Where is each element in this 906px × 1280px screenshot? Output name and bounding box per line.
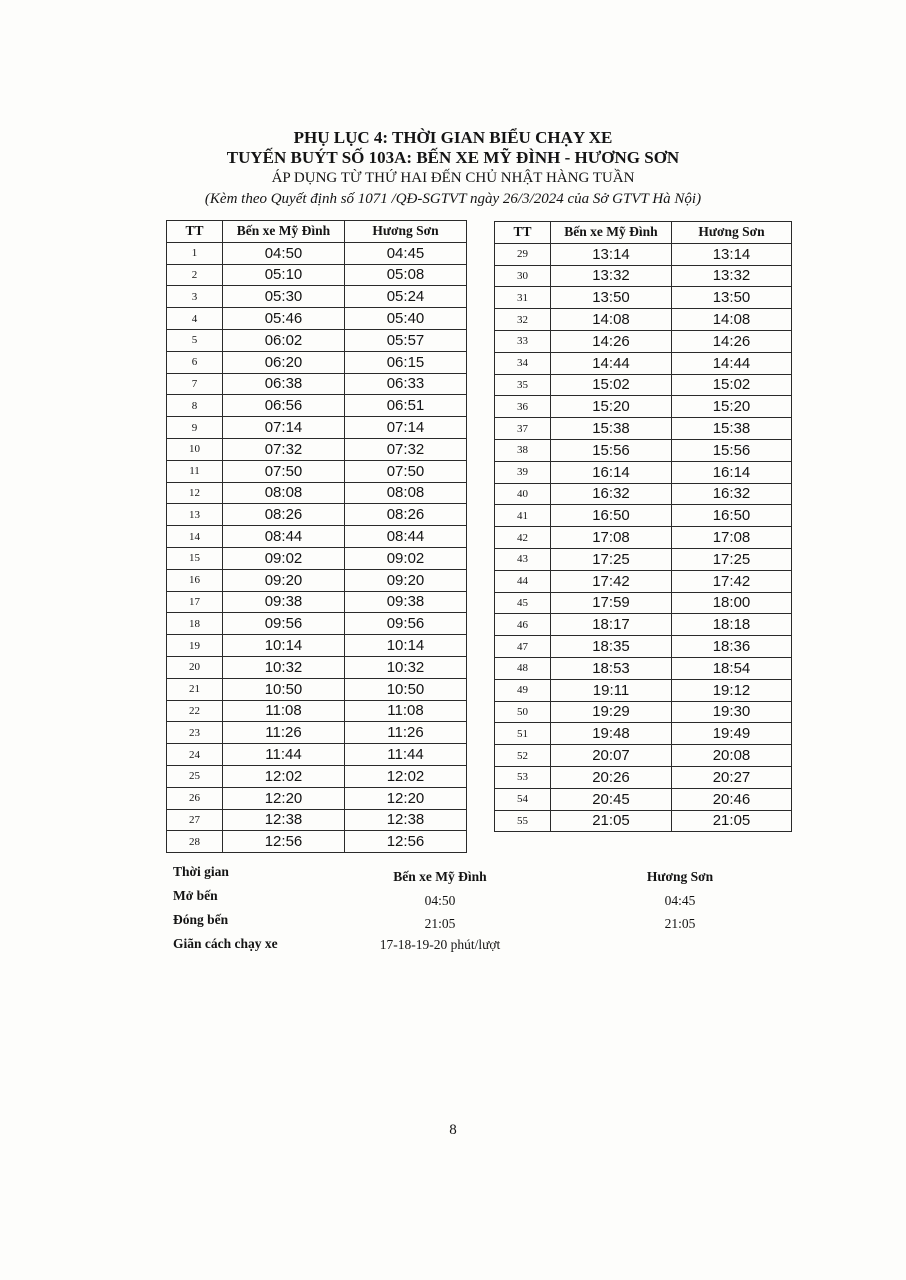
departure-huong-son: 06:15 [345,351,467,373]
departure-huong-son: 17:42 [672,570,792,592]
table-row [167,395,467,417]
departure-my-dinh: 14:26 [551,330,672,352]
departure-huong-son: 04:45 [345,242,467,264]
departure-huong-son: 11:08 [345,700,467,722]
departure-huong-son: 05:57 [345,329,467,351]
departure-my-dinh: 06:02 [223,329,345,351]
page-number: 8 [449,1122,457,1138]
trip-number: 48 [495,657,551,679]
departure-my-dinh: 08:44 [223,526,345,548]
departure-huong-son: 15:02 [672,374,792,396]
close-time-my-dinh: 21:05 [424,916,456,931]
trip-number: 38 [495,439,551,461]
departure-huong-son: 15:20 [672,396,792,418]
trip-number: 49 [495,679,551,701]
trip-number: 6 [167,351,223,373]
trip-number: 28 [167,831,223,853]
departure-my-dinh: 13:50 [551,287,672,309]
departure-huong-son: 20:46 [672,788,792,810]
table-row [495,527,792,549]
trip-number: 22 [167,700,223,722]
departure-my-dinh: 18:17 [551,614,672,636]
applicability-note: ÁP DỤNG TỪ THỨ HAI ĐẾN CHỦ NHẬT HÀNG TUẦN [271,170,635,186]
departure-my-dinh: 07:50 [223,460,345,482]
trip-number: 40 [495,483,551,505]
table-row [495,287,792,309]
trip-number: 55 [495,810,551,832]
trip-number: 43 [495,548,551,570]
departure-huong-son: 09:56 [345,613,467,635]
departure-huong-son: 14:44 [672,352,792,374]
table-row [495,701,792,723]
schedule-table-left [166,220,467,853]
trip-number: 53 [495,766,551,788]
trip-number: 9 [167,417,223,439]
trip-number: 3 [167,286,223,308]
table-header-row [167,221,467,243]
departure-my-dinh: 09:02 [223,547,345,569]
trip-number: 16 [167,569,223,591]
summary-col2-header: Hương Sơn [646,869,714,884]
departure-my-dinh: 12:38 [223,809,345,831]
header-my-dinh: Bến xe Mỹ Đình [223,221,345,243]
table-row [495,657,792,679]
trip-number: 12 [167,482,223,504]
departure-huong-son: 12:56 [345,831,467,853]
table-header-row [495,222,792,244]
table-row [167,700,467,722]
departure-my-dinh: 06:56 [223,395,345,417]
table-row [495,265,792,287]
departure-my-dinh: 16:50 [551,505,672,527]
table-row [167,744,467,766]
departure-my-dinh: 05:10 [223,264,345,286]
departure-huong-son: 16:50 [672,505,792,527]
interval-label: Giãn cách chạy xe [173,936,278,951]
departure-huong-son: 08:08 [345,482,467,504]
departure-huong-son: 17:08 [672,527,792,549]
table-row [167,264,467,286]
table-row [167,308,467,330]
departure-my-dinh: 05:30 [223,286,345,308]
departure-my-dinh: 09:56 [223,613,345,635]
departure-huong-son: 12:02 [345,765,467,787]
departure-my-dinh: 19:48 [551,723,672,745]
departure-my-dinh: 15:20 [551,396,672,418]
trip-number: 51 [495,723,551,745]
departure-my-dinh: 10:32 [223,656,345,678]
departure-huong-son: 12:20 [345,787,467,809]
table-row [167,569,467,591]
table-row [167,787,467,809]
departure-my-dinh: 07:14 [223,417,345,439]
departure-huong-son: 09:02 [345,547,467,569]
trip-number: 46 [495,614,551,636]
trip-number: 44 [495,570,551,592]
departure-huong-son: 10:50 [345,678,467,700]
departure-huong-son: 13:32 [672,265,792,287]
departure-huong-son: 11:26 [345,722,467,744]
trip-number: 39 [495,461,551,483]
table-row [167,809,467,831]
departure-huong-son: 09:20 [345,569,467,591]
trip-number: 7 [167,373,223,395]
departure-huong-son: 05:08 [345,264,467,286]
departure-my-dinh: 10:14 [223,635,345,657]
open-time-my-dinh: 04:50 [424,893,456,908]
departure-huong-son: 10:32 [345,656,467,678]
departure-my-dinh: 14:08 [551,309,672,331]
table-row [167,722,467,744]
trip-number: 18 [167,613,223,635]
table-row [167,351,467,373]
table-row [167,329,467,351]
table-row [495,810,792,832]
trip-number: 42 [495,527,551,549]
departure-my-dinh: 09:20 [223,569,345,591]
departure-my-dinh: 13:14 [551,243,672,265]
open-label: Mở bến [173,888,218,903]
trip-number: 10 [167,438,223,460]
table-row [167,482,467,504]
departure-huong-son: 17:25 [672,548,792,570]
trip-number: 27 [167,809,223,831]
trip-number: 5 [167,329,223,351]
departure-my-dinh: 17:25 [551,548,672,570]
departure-huong-son: 09:38 [345,591,467,613]
appendix-title: PHỤ LỤC 4: THỜI GIAN BIỂU CHẠY XE [293,128,613,147]
table-row [495,592,792,614]
schedule-table-right [494,221,792,832]
trip-number: 54 [495,788,551,810]
departure-my-dinh: 10:50 [223,678,345,700]
table-row [167,831,467,853]
departure-my-dinh: 08:08 [223,482,345,504]
departure-huong-son: 14:26 [672,330,792,352]
table-row [495,766,792,788]
open-time-huong-son: 04:45 [664,893,696,908]
departure-my-dinh: 15:38 [551,418,672,440]
departure-my-dinh: 06:38 [223,373,345,395]
departure-huong-son: 20:27 [672,766,792,788]
table-row [495,745,792,767]
trip-number: 34 [495,352,551,374]
departure-my-dinh: 12:02 [223,765,345,787]
trip-number: 19 [167,635,223,657]
departure-huong-son: 08:26 [345,504,467,526]
table-row [495,330,792,352]
departure-huong-son: 05:40 [345,308,467,330]
trip-number: 25 [167,765,223,787]
departure-huong-son: 19:49 [672,723,792,745]
departure-huong-son: 14:08 [672,309,792,331]
departure-my-dinh: 19:11 [551,679,672,701]
departure-huong-son: 18:54 [672,657,792,679]
trip-number: 17 [167,591,223,613]
table-row [167,460,467,482]
table-row [495,679,792,701]
summary-header-label: Thời gian [173,864,229,879]
departure-my-dinh: 17:59 [551,592,672,614]
trip-number: 21 [167,678,223,700]
table-row [167,373,467,395]
table-row [167,547,467,569]
trip-number: 37 [495,418,551,440]
departure-my-dinh: 15:02 [551,374,672,396]
departure-my-dinh: 05:46 [223,308,345,330]
table-row [495,636,792,658]
table-row [495,418,792,440]
departure-huong-son: 12:38 [345,809,467,831]
departure-huong-son: 18:00 [672,592,792,614]
trip-number: 8 [167,395,223,417]
table-row [495,570,792,592]
departure-my-dinh: 04:50 [223,242,345,264]
header-my-dinh: Bến xe Mỹ Đình [551,222,672,244]
trip-number: 35 [495,374,551,396]
trip-number: 36 [495,396,551,418]
departure-my-dinh: 21:05 [551,810,672,832]
header-tt: TT [167,221,223,243]
trip-number: 15 [167,547,223,569]
departure-my-dinh: 16:14 [551,461,672,483]
departure-huong-son: 07:50 [345,460,467,482]
departure-my-dinh: 15:56 [551,439,672,461]
route-title: TUYẾN BUÝT SỐ 103A: BẾN XE MỸ ĐÌNH - HƯƠNG SƠN [226,148,680,167]
departure-my-dinh: 13:32 [551,265,672,287]
trip-number: 2 [167,264,223,286]
summary-col1-header: Bến xe Mỹ Đình [393,869,487,884]
header-huong-son: Hương Sơn [672,222,792,244]
trip-number: 26 [167,787,223,809]
table-row [495,439,792,461]
table-row [167,613,467,635]
departure-my-dinh: 12:56 [223,831,345,853]
departure-my-dinh: 20:07 [551,745,672,767]
departure-my-dinh: 17:42 [551,570,672,592]
departure-huong-son: 19:30 [672,701,792,723]
departure-huong-son: 08:44 [345,526,467,548]
table-row [167,504,467,526]
trip-number: 50 [495,701,551,723]
table-row [167,591,467,613]
table-row [167,417,467,439]
trip-number: 14 [167,526,223,548]
departure-huong-son: 16:32 [672,483,792,505]
trip-number: 52 [495,745,551,767]
trip-number: 11 [167,460,223,482]
table-row [495,614,792,636]
close-label: Đóng bến [173,912,229,927]
trip-number: 1 [167,242,223,264]
trip-number: 31 [495,287,551,309]
table-row [167,656,467,678]
departure-my-dinh: 11:26 [223,722,345,744]
table-row [495,788,792,810]
trip-number: 41 [495,505,551,527]
departure-my-dinh: 20:26 [551,766,672,788]
departure-huong-son: 19:12 [672,679,792,701]
table-row [495,352,792,374]
table-row [167,438,467,460]
departure-my-dinh: 20:45 [551,788,672,810]
table-row [495,483,792,505]
trip-number: 20 [167,656,223,678]
close-time-huong-son: 21:05 [664,916,696,931]
header-huong-son: Hương Sơn [345,221,467,243]
departure-my-dinh: 07:32 [223,438,345,460]
departure-my-dinh: 06:20 [223,351,345,373]
departure-huong-son: 13:50 [672,287,792,309]
departure-huong-son: 06:33 [345,373,467,395]
departure-huong-son: 15:38 [672,418,792,440]
table-row [167,765,467,787]
table-row [495,374,792,396]
table-row [495,396,792,418]
table-row [167,242,467,264]
table-row [495,243,792,265]
departure-my-dinh: 12:20 [223,787,345,809]
departure-huong-son: 07:32 [345,438,467,460]
trip-number: 32 [495,309,551,331]
table-row [495,548,792,570]
departure-huong-son: 20:08 [672,745,792,767]
trip-number: 29 [495,243,551,265]
departure-huong-son: 13:14 [672,243,792,265]
table-row [167,286,467,308]
header-tt: TT [495,222,551,244]
departure-huong-son: 18:36 [672,636,792,658]
departure-my-dinh: 18:35 [551,636,672,658]
departure-huong-son: 16:14 [672,461,792,483]
departure-my-dinh: 17:08 [551,527,672,549]
departure-huong-son: 05:24 [345,286,467,308]
table-row [495,505,792,527]
trip-number: 30 [495,265,551,287]
table-row [495,309,792,331]
departure-my-dinh: 11:08 [223,700,345,722]
table-row [167,526,467,548]
departure-my-dinh: 19:29 [551,701,672,723]
departure-huong-son: 15:56 [672,439,792,461]
trip-number: 45 [495,592,551,614]
trip-number: 23 [167,722,223,744]
table-row [495,723,792,745]
trip-number: 47 [495,636,551,658]
interval-value: 17-18-19-20 phút/lượt [379,937,501,952]
departure-huong-son: 21:05 [672,810,792,832]
trip-number: 24 [167,744,223,766]
departure-my-dinh: 09:38 [223,591,345,613]
departure-huong-son: 10:14 [345,635,467,657]
departure-my-dinh: 18:53 [551,657,672,679]
departure-huong-son: 07:14 [345,417,467,439]
table-row [167,678,467,700]
table-row [167,635,467,657]
trip-number: 4 [167,308,223,330]
decision-reference: (Kèm theo Quyết định số 1071 /QĐ-SGTVT ngày 26/3/2024 của Sở GTVT Hà Nội) [204,191,702,207]
departure-huong-son: 18:18 [672,614,792,636]
trip-number: 13 [167,504,223,526]
departure-my-dinh: 14:44 [551,352,672,374]
table-row [495,461,792,483]
departure-my-dinh: 08:26 [223,504,345,526]
departure-my-dinh: 11:44 [223,744,345,766]
departure-my-dinh: 16:32 [551,483,672,505]
departure-huong-son: 06:51 [345,395,467,417]
trip-number: 33 [495,330,551,352]
departure-huong-son: 11:44 [345,744,467,766]
